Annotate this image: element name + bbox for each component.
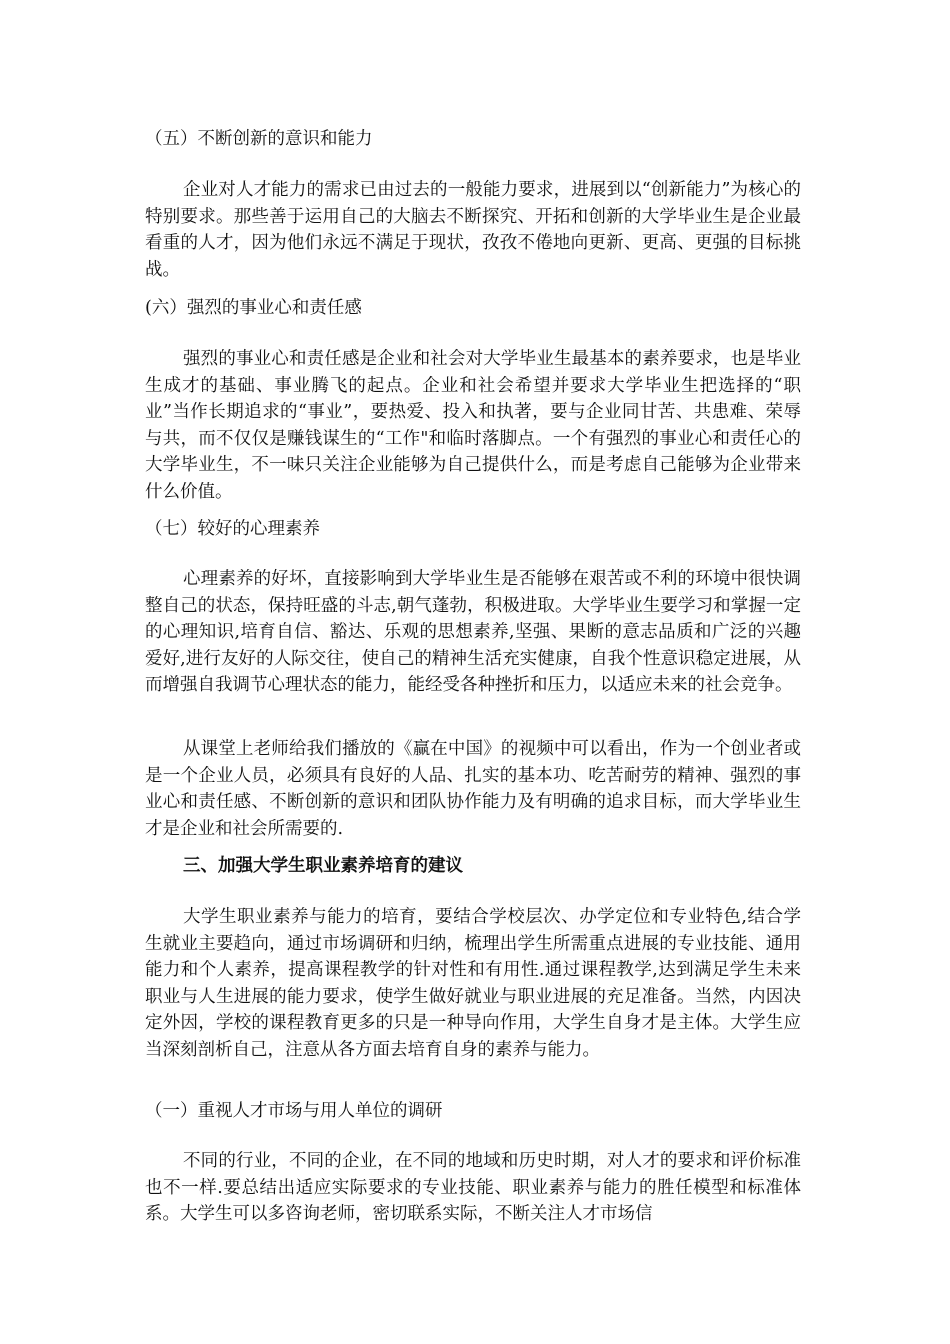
section-heading-1: （一）重视人才市场与用人单位的调研 (145, 1101, 443, 1121)
section-heading-5: （五）不断创新的意识和能力 (145, 129, 373, 149)
chapter-heading: 三、加强大学生职业素养培育的建议 (183, 856, 463, 876)
section-heading-7: （七）较好的心理素养 (145, 519, 320, 539)
paragraph: 强烈的事业心和责任感是企业和社会对大学毕业生最基本的素养要求，也是毕业生成才的基础、事业腾飞的起点。企业和社会希望并要求大学毕业生把选择的“职业”当作长期追求的“事业”，要热爱、投入和执著，要与企业同甘苦、共患难、荣辱与共，而不仅仅是赚钱谋生的“工作"和临时落脚点。一个有强烈的事业心和责任心的大学毕业生，不一味只关注企业能够为自己提供什么，而是考虑自己能够为企业带来什么价值。 (145, 349, 801, 502)
paragraph: 心理素养的好坏，直接影响到大学毕业生是否能够在艰苦或不利的环境中很快调整自己的状态，保持旺盛的斗志,朝气蓬勃，积极进取。大学毕业生要学习和掌握一定的心理知识,培育自信、豁达、乐观的思想素养,坚强、果断的意志品质和广泛的兴趣爱好,进行友好的人际交往，使自己的精神生活充实健康，自我个性意识稳定进展，从而增强自我调节心理状态的能力，能经受各种挫折和压力，以适应未来的社会竞争。 (145, 569, 801, 695)
paragraph: 不同的行业，不同的企业，在不同的地域和历史时期，对人才的要求和评价标准也不一样.要总结出适应实际要求的专业技能、职业素养与能力的胜任模型和标准体系。大学生可以多咨询老师，密切联系实际，不断关注人才市场信 (145, 1151, 801, 1224)
paragraph: 从课堂上老师给我们播放的《赢在中国》的视频中可以看出，作为一个创业者或是一个企业人员，必须具有良好的人品、扎实的基本功、吃苦耐劳的精神、强烈的事业心和责任感、不断创新的意识和团队协作能力及有明确的追求目标，而大学毕业生才是企业和社会所需要的. (145, 739, 801, 839)
section-heading-6: (六）强烈的事业心和责任感 (145, 298, 362, 318)
paragraph: 大学生职业素养与能力的培育，要结合学校层次、办学定位和专业特色,结合学生就业主要趋向，通过市场调研和归纳，梳理出学生所需重点进展的专业技能、通用能力和个人素养，提高课程教学的针对性和有用性.通过课程教学,达到满足学生未来职业与人生进展的能力要求，使学生做好就业与职业进展的充足准备。当然，内因决定外因，学校的课程教育更多的只是一种导向作用，大学生自身才是主体。大学生应当深刻剖析自己，注意从各方面去培育自身的素养与能力。 (145, 907, 801, 1060)
paragraph: 企业对人才能力的需求已由过去的一般能力要求，进展到以“创新能力”为核心的特别要求。那些善于运用自己的大脑去不断探究、开拓和创新的大学毕业生是企业最看重的人才，因为他们永远不满足于现状，孜孜不倦地向更新、更高、更强的目标挑战。 (145, 180, 801, 280)
